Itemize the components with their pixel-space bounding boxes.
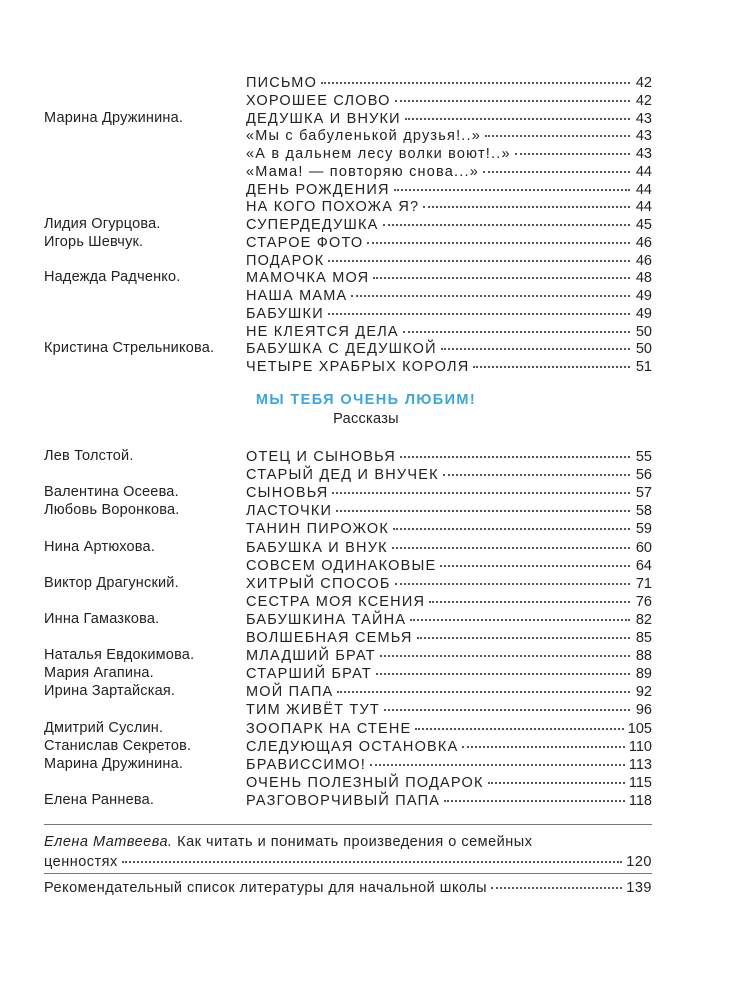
reading-list-entry — [44, 878, 652, 898]
entry-title: ХОРОШЕЕ СЛОВО — [246, 92, 391, 109]
leader-dots — [485, 123, 630, 137]
leader-dots — [373, 265, 630, 279]
leader-dots — [122, 849, 623, 863]
entry-title: СТАРШИЙ БРАТ — [246, 666, 372, 683]
entry-line — [246, 791, 652, 811]
afterword-text-line2: ценностях — [44, 854, 118, 870]
entry-title: БАБУШКИНА ТАЙНА — [246, 611, 407, 628]
entry-author: Станислав Секретов. — [44, 737, 192, 754]
entry-author: Марина Дружинина. — [44, 109, 184, 126]
entry-title: ЗООПАРК НА СТЕНЕ — [246, 720, 412, 737]
entry-title: ЛАСТОЧКИ — [246, 503, 333, 520]
leader-dots — [405, 106, 630, 120]
entry-title: ДЕНЬ РОЖДЕНИЯ — [246, 181, 390, 198]
entry-title: ОЧЕНЬ ПОЛЕЗНЫЙ ПОДАРОК — [246, 774, 484, 791]
entry-page: 44 — [635, 163, 652, 180]
entry-title: РАЗГОВОРЧИВЫЙ ПАПА — [246, 792, 441, 809]
leader-dots — [400, 444, 630, 458]
divider-line — [44, 873, 652, 874]
entry-title: ОТЕЦ И СЫНОВЬЯ — [246, 449, 396, 465]
entry-author: Игорь Шевчук. — [44, 233, 144, 250]
entry-title: ДЕДУШКА И ВНУКИ — [246, 110, 401, 127]
entry-title: СЕСТРА МОЯ КСЕНИЯ — [246, 593, 426, 610]
entry-page: 48 — [635, 270, 652, 287]
entry-page: 71 — [635, 575, 652, 592]
entry-title: СТАРОЕ ФОТО — [246, 234, 364, 251]
entry-page: 42 — [635, 92, 652, 109]
entry-title: «Мы с бабуленькой друзья!..» — [246, 128, 482, 145]
leader-dots — [393, 516, 630, 530]
divider-line — [44, 824, 652, 825]
entry-title: ЧЕТЫРЕ ХРАБРЫХ КОРОЛЯ — [246, 359, 470, 375]
leader-dots — [351, 283, 630, 297]
entry-title: НА КОГО ПОХОЖА Я? — [246, 199, 420, 216]
entry-author: Лидия Огурцова. — [44, 216, 161, 232]
entry-title: БАБУШКА С ДЕДУШКОЙ — [246, 341, 437, 358]
entry-page: 59 — [635, 521, 652, 538]
leader-dots — [367, 230, 630, 244]
entry-page: 96 — [635, 702, 652, 719]
entry-page: 58 — [635, 503, 652, 520]
entry-page: 56 — [635, 467, 652, 484]
entry-title: ХИТРЫЙ СПОСОБ — [246, 575, 391, 592]
entry-title: ВОЛШЕБНАЯ СЕМЬЯ — [246, 630, 413, 646]
leader-dots — [491, 875, 622, 889]
entry-title: СОВСЕМ ОДИНАКОВЫЕ — [246, 557, 437, 574]
entry-page: 43 — [635, 146, 652, 162]
entry-page: 45 — [635, 217, 652, 233]
entry-author: Любовь Воронкова. — [44, 502, 180, 519]
leader-dots — [383, 212, 631, 226]
leader-dots — [328, 248, 630, 262]
entry-page: 43 — [635, 128, 652, 145]
entry-title: МОЙ ПАПА — [246, 684, 334, 701]
entry-author: Наталья Евдокимова. — [44, 647, 195, 664]
entry-author: Нина Артюхова. — [44, 538, 156, 555]
afterword-author: Елена Матвеева. — [44, 834, 173, 850]
leader-dots — [337, 679, 630, 693]
leader-dots — [395, 88, 630, 102]
entry-title: СЛЕДУЮЩАЯ ОСТАНОВКА — [246, 738, 459, 755]
entry-page: 82 — [635, 611, 652, 628]
entry-title: СУПЕРДЕДУШКА — [246, 217, 379, 233]
entry-page: 46 — [635, 234, 652, 251]
leader-dots — [443, 462, 630, 476]
leader-dots — [332, 480, 630, 494]
leader-dots — [403, 319, 630, 333]
section-subtitle: Рассказы — [333, 411, 399, 427]
leader-dots — [380, 643, 630, 657]
entry-author: Кристина Стрельникова. — [44, 340, 215, 357]
leader-dots — [444, 788, 625, 802]
leader-dots — [488, 770, 625, 784]
entry-title: НЕ КЛЕЯТСЯ ДЕЛА — [246, 323, 399, 340]
entry-title: СТАРЫЙ ДЕД И ВНУЧЕК — [246, 467, 439, 484]
entry-author: Надежда Радченко. — [44, 269, 181, 286]
entry-title: «Мама! — повторяю снова...» — [246, 163, 479, 180]
leader-dots — [392, 535, 630, 549]
entry-page: 88 — [635, 648, 652, 665]
entry-page: 64 — [635, 557, 652, 574]
entry-page: 49 — [635, 305, 652, 322]
leader-dots — [415, 716, 623, 730]
entry-author: Ирина Зартайская. — [44, 683, 176, 700]
entry-title: ТИМ ЖИВЁТ ТУТ — [246, 702, 380, 719]
entry-page: 50 — [635, 323, 652, 340]
entry-page: 57 — [635, 485, 652, 502]
leader-dots — [384, 697, 630, 711]
entry-page: 44 — [635, 199, 652, 216]
entry-page: 92 — [635, 684, 652, 701]
entry-author: Елена Раннева. — [44, 791, 155, 808]
entry-author: Валентина Осеева. — [44, 484, 179, 501]
entry-title: СЫНОВЬЯ — [246, 485, 329, 502]
leader-dots — [321, 70, 630, 84]
leader-dots — [441, 336, 630, 350]
leader-dots — [515, 141, 630, 155]
entry-author: Инна Гамазкова. — [44, 610, 160, 627]
afterword-entry — [44, 833, 652, 872]
reading-list-page: 139 — [626, 880, 652, 896]
leader-dots — [410, 607, 630, 621]
entry-page: 105 — [627, 720, 652, 737]
leader-dots — [462, 734, 624, 748]
entry-page: 118 — [628, 792, 652, 809]
leader-dots — [473, 354, 630, 368]
section-title: МЫ ТЕБЯ ОЧЕНЬ ЛЮБИМ! — [255, 392, 477, 408]
entry-page: 110 — [628, 738, 652, 755]
entry-title: ТАНИН ПИРОЖОК — [246, 521, 389, 538]
entry-page: 55 — [635, 449, 652, 465]
entry-author: Мария Агапина. — [44, 665, 154, 682]
entry-line — [246, 357, 652, 377]
entry-author: Виктор Драгунский. — [44, 574, 179, 591]
entry-page: 44 — [635, 181, 652, 198]
reading-list-text: Рекомендательный список литературы для начальной школы — [44, 880, 488, 896]
leader-dots — [395, 571, 630, 585]
entry-page: 50 — [635, 341, 652, 358]
entry-page: 113 — [628, 756, 652, 773]
leader-dots — [394, 177, 630, 191]
entry-title: БАБУШКИ — [246, 305, 324, 322]
leader-dots — [423, 194, 630, 208]
entry-title: МАМОЧКА МОЯ — [246, 270, 370, 287]
entry-author: Марина Дружинина. — [44, 755, 184, 772]
entry-page: 46 — [635, 252, 652, 269]
leader-dots — [328, 301, 630, 315]
entry-title: «А в дальнем лесу волки воют!..» — [246, 146, 511, 162]
entry-author: Дмитрий Суслин. — [44, 719, 164, 736]
entry-page: 60 — [635, 539, 652, 556]
entry-title: ПИСЬМО — [246, 75, 318, 91]
entry-page: 43 — [635, 110, 652, 127]
entry-page: 49 — [635, 288, 652, 304]
leader-dots — [336, 498, 630, 512]
leader-dots — [417, 625, 631, 639]
entry-page: 51 — [635, 359, 652, 375]
entry-title: МЛАДШИЙ БРАТ — [246, 648, 376, 665]
entry-author: Лев Толстой. — [44, 448, 134, 464]
leader-dots — [376, 661, 630, 675]
leader-dots — [483, 159, 630, 173]
leader-dots — [370, 752, 625, 766]
entry-page: 76 — [635, 593, 652, 610]
entry-page: 89 — [635, 666, 652, 683]
entry-page: 115 — [628, 774, 652, 791]
entry-page: 85 — [635, 630, 652, 646]
leader-dots — [440, 553, 630, 567]
afterword-page: 120 — [626, 854, 652, 870]
afterword-text-line1: Как читать и понимать произведения о семейных — [177, 834, 533, 850]
entry-title: ПОДАРОК — [246, 252, 325, 269]
entry-page: 42 — [635, 75, 652, 91]
entry-title: НАША МАМА — [246, 288, 348, 304]
leader-dots — [429, 589, 630, 603]
entry-title: БАБУШКА И ВНУК — [246, 539, 388, 556]
entry-title: БРАВИССИМО! — [246, 756, 366, 773]
